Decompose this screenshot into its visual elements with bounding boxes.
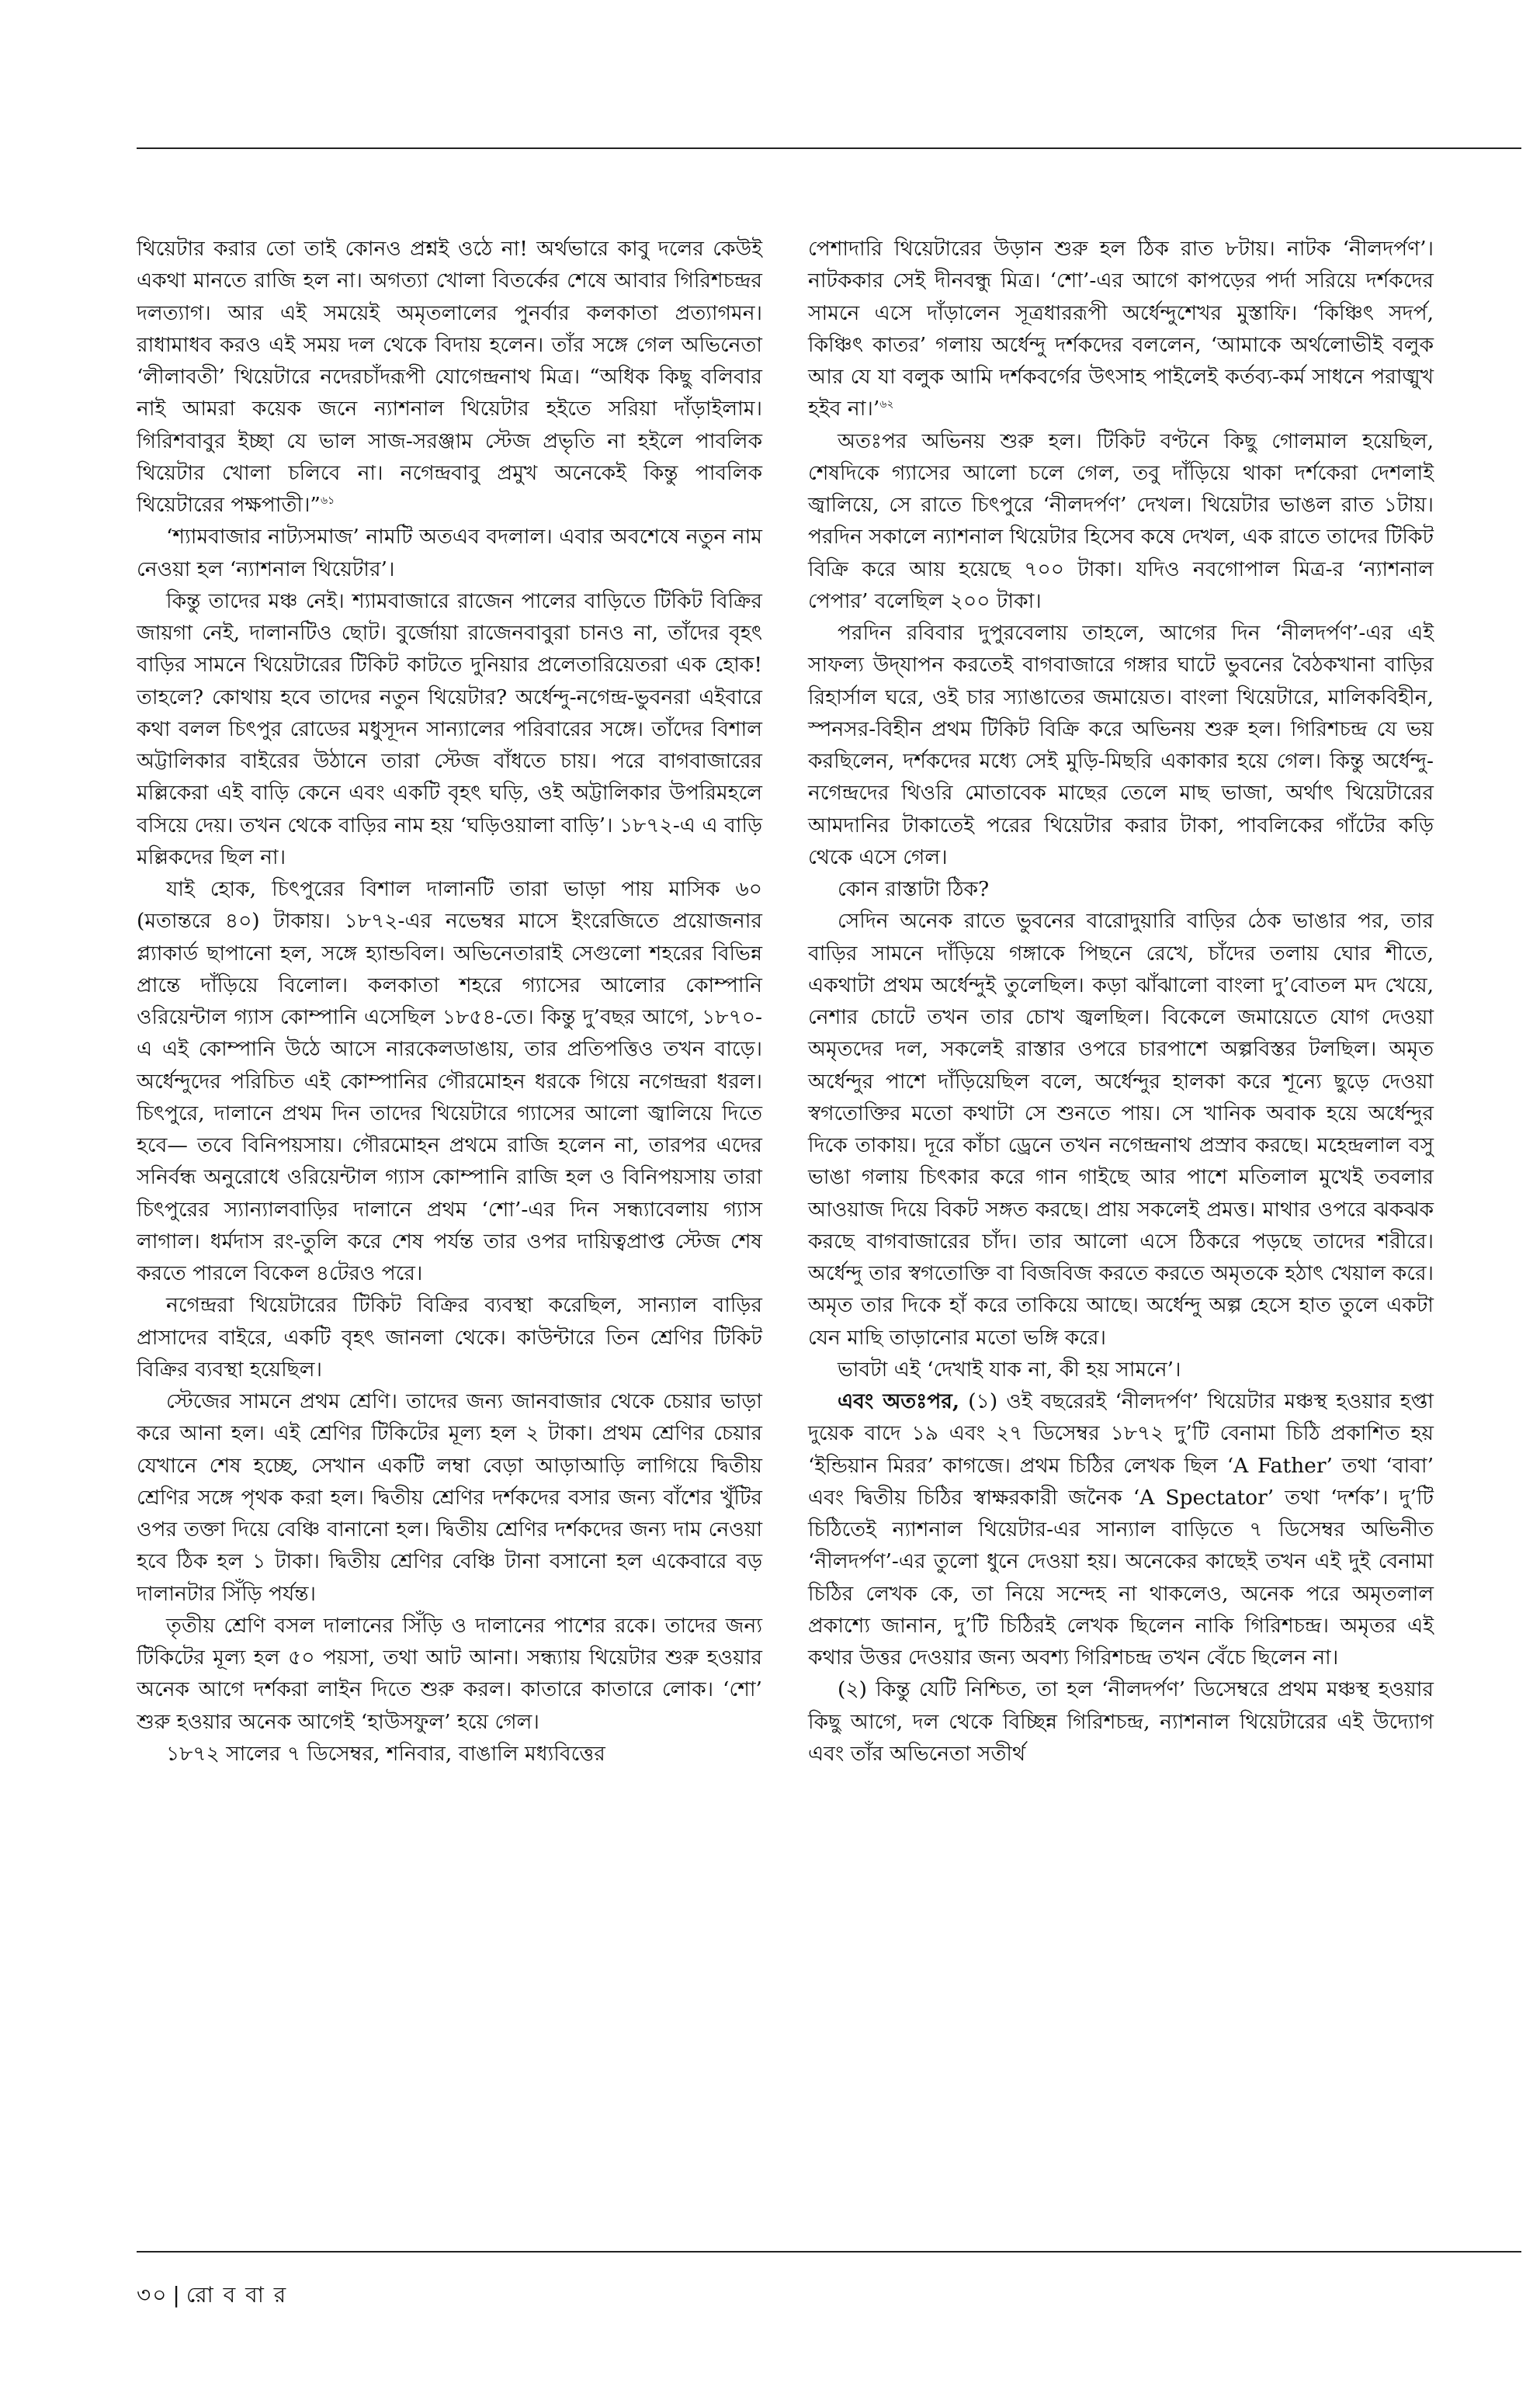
paragraph: ভাবটা এই ‘দেখাই যাক না, কী হয় সামনে’। xyxy=(838,1357,1181,1382)
bottom-rule xyxy=(137,2251,1521,2253)
paragraph: অতঃপর অভিনয় শুরু হল। টিকিট বণ্টনে কিছু গোলমাল হয়েছিল, শেষদিকে গ্যাসের আলো চলে গেল, তবু দাঁড়িয়ে থাকা দর্শকেরা দেশলাই জ্বালিয়ে, সে রাতে চিৎপুরে ‘নীলদর্পণ’ দেখল। থিয়েটার ভাঙল রাত ১টায়। পরদিন সকালে ন্যাশনাল থিয়েটার হিসেব কষে দেখল, এক রাতে তাদের টিকিট বিক্রি করে আয় হয়েছে ৭০০ টাকা। যদিও নবগোপাল মিত্র-র ‘ন্যাশনাল পেপার’ বলেছিল ২০০ টাকা। xyxy=(808,428,1434,613)
paragraph: তৃতীয় শ্রেণি বসল দালানের সিঁড়ি ও দালানের পাশের রকে। তাদের জন্য টিকিটের মূল্য হল ৫০ পয়সা, তথা আট আনা। সন্ধ্যায় থিয়েটার শুরু হওয়ার অনেক আগে দর্শকরা লাইন দিতে শুরু করল। কাতারে কাতারে লোক। ‘শো’ শুরু হওয়ার অনেক আগেই ‘হাউসফুল’ হয়ে গেল। xyxy=(137,1613,762,1734)
top-rule xyxy=(137,147,1521,149)
paragraph: কিন্তু তাদের মঞ্চ নেই। শ্যামবাজারে রাজেন পালের বাড়িতে টিকিট বিক্রির জায়গা নেই, দালানটিও ছোট। বুর্জোয়া রাজেনবাবুরা চানও না, তাঁদের বৃহৎ বাড়ির সামনে থিয়েটারের টিকিট কাটতে দুনিয়ার প্রলেতারিয়েতরা এক হোক! তাহলে? কোথায় হবে তাদের নতুন থিয়েটার? অর্ধেন্দু-নগেন্দ্র-ভুবনরা এইবারে কথা বলল চিৎপুর রোডের মধুসূদন সান্যালের পরিবারের সঙ্গে। তাঁদের বিশাল অট্টালিকার বাইরের উঠানে তারা স্টেজ বাঁধতে চায়। পরে বাগবাজারের মল্লিকেরা এই বাড়ি কেনে এবং একটি বৃহৎ ঘড়ি, ওই অট্টালিকার উপরিমহলে বসিয়ে দেয়। তখন থেকে বাড়ির নাম হয় ‘ঘড়িওয়ালা বাড়ি’। ১৮৭২-এ এ বাড়ি মল্লিকদের ছিল না। xyxy=(137,588,762,869)
paragraph: পরদিন রবিবার দুপুরবেলায় তাহলে, আগের দিন ‘নীলদর্পণ’-এর এই সাফল্য উদ্‌যাপন করতেই বাগবাজারে গঙ্গার ঘাটে ভুবনের বৈঠকখানা বাড়ির রিহার্সাল ঘরে, ওই চার স্যাঙাতের জমায়েত। বাংলা থিয়েটারে, মালিকবিহীন, স্পনসর-বিহীন প্রথম টিকিট বিক্রি করে অভিনয় শুরু হল। গিরিশচন্দ্র যে ভয় করছিলেন, দর্শকদের মধ্যে সেই মুড়ি-মিছরি একাকার হয়ে গেল। কিন্তু অর্ধেন্দু-নগেন্দ্রদের থিওরি মোতাবেক মাছের তেলে মাছ ভাজা, অর্থাৎ থিয়েটারের আমদানির টাকাতেই পরের থিয়েটার করার টাকা, পাবলিকের গাঁটের কড়ি থেকে এসে গেল। xyxy=(808,621,1434,869)
paragraph: যাই হোক, চিৎপুরের বিশাল দালানটি তারা ভাড়া পায় মাসিক ৬০ (মতান্তরে ৪০) টাকায়। ১৮৭২-এর নভেম্বর মাসে ইংরেজিতে প্রয়োজনার প্ল্যাকার্ড ছাপানো হল, সঙ্গে হ্যান্ডবিল। অভিনেতারাই সেগুলো শহরের বিভিন্ন প্রান্তে দাঁড়িয়ে বিলোল। কলকাতা শহরে গ্যাসের আলোর কোম্পানি ওরিয়েন্টাল গ্যাস কোম্পানি এসেছিল ১৮৫৪-তে। কিন্তু দু’বছর আগে, ১৮৭০-এ এই কোম্পানি উঠে আসে নারকেলডাঙায়, তার প্রতিপত্তিও তখন বাড়ে। অর্ধেন্দুদের পরিচিত এই কোম্পানির গৌরমোহন ধরকে গিয়ে নগেন্দ্ররা ধরল। চিৎপুরে, দালানে প্রথম দিন তাদের থিয়েটারে গ্যাসের আলো জ্বালিয়ে দিতে হবে— তবে বিনিপয়সায়। গৌরমোহন প্রথমে রাজি হলেন না, তারপর এদের সনির্বন্ধ অনুরোধে ওরিয়েন্টাল গ্যাস কোম্পানি রাজি হল ও বিনিপয়সায় তারা চিৎপুরের স্যান্যালবাড়ির দালানে প্রথম ‘শো’-এর দিন সন্ধ্যাবেলায় গ্যাস লাগাল। ধর্মদাস রং-তুলি করে শেষ পর্যন্ত তার ওপর দায়িত্বপ্রাপ্ত স্টেজ শেষ করতে পারলে বিকেল ৪টেরও পরে। xyxy=(137,877,762,1285)
paragraph: (২) কিন্তু যেটি নিশ্চিত, তা হল ‘নীলদর্পণ’ ডিসেম্বরে প্রথম মঞ্চস্থ হওয়ার কিছু আগে, দল থেকে বিচ্ছিন্ন গিরিশচন্দ্র, ন্যাশনাল থিয়েটারের এই উদ্যোগ এবং তাঁর অভিনেতা সতীর্থ xyxy=(808,1677,1434,1766)
right-column xyxy=(808,233,1434,1770)
paragraph: স্টেজের সামনে প্রথম শ্রেণি। তাদের জন্য জানবাজার থেকে চেয়ার ভাড়া করে আনা হল। এই শ্রেণির টিকিটের মূল্য হল ২ টাকা। প্রথম শ্রেণির চেয়ার যেখানে শেষ হচ্ছে, সেখান একটি লম্বা বেড়া আড়াআড়ি লাগিয়ে দ্বিতীয় শ্রেণির সঙ্গে পৃথক করা হল। দ্বিতীয় শ্রেণির দর্শকদের বসার জন্য বাঁশের খুঁটির ওপর তক্তা দিয়ে বেঞ্চি বানানো হল। দ্বিতীয় শ্রেণির দর্শকদের জন্য দাম নেওয়া হবে ঠিক হল ১ টাকা। দ্বিতীয় শ্রেণির বেঞ্চি টানা বসানো হল একেবারে বড় দালানটার সিঁড়ি পর্যন্ত। xyxy=(137,1389,762,1606)
paragraph: সেদিন অনেক রাতে ভুবনের বারোদুয়ারি বাড়ির ঠেক ভাঙার পর, তার বাড়ির সামনে দাঁড়িয়ে গঙ্গাকে পিছনে রেখে, চাঁদের তলায় ঘোর শীতে, একথাটা প্রথম অর্ধেন্দুই তুলেছিল। কড়া ঝাঁঝালো বাংলা দু’বোতল মদ খেয়ে, নেশার চোটে তখন তার চোখ জ্বলছিল। বিকেলে জমায়েতে যোগ দেওয়া অমৃতদের দল, সকলেই রাস্তার ওপরে চারপাশে অল্পবিস্তর টলছিল। অমৃত অর্ধেন্দুর পাশে দাঁড়িয়েছিল বলে, অর্ধেন্দুর হালকা করে শূন্যে ছুড়ে দেওয়া স্বগতোক্তির মতো কথাটা সে শুনতে পায়। সে খানিক অবাক হয়ে অর্ধেন্দুর দিকে তাকায়। দূরে কাঁচা ড্রেনে তখন নগেন্দ্রনাথ প্রস্রাব করছে। মহেন্দ্রলাল বসু ভাঙা গলায় চিৎকার করে গান গাইছে আর পাশে মতিলাল মুখেই তবলার আওয়াজ দিয়ে বিকট সঙ্গত করছে। প্রায় সকলেই প্রমত্ত। মাথার ওপরে ঝকঝক করছে বাগবাজারের চাঁদ। তার আলো এসে ঠিকরে পড়ছে তাদের শরীরে। অর্ধেন্দু তার স্বগতোক্তি বা বিজবিজ করতে করতে অমৃতকে হঠাৎ খেয়াল করে। অমৃত তার দিকে হাঁ করে তাকিয়ে আছে। অর্ধেন্দু অল্প হেসে হাত তুলে একটা যেন মাছি তাড়ানোর মতো ভঙ্গি করে। xyxy=(808,909,1434,1350)
left-column xyxy=(137,233,762,1770)
page-footer xyxy=(137,2278,287,2315)
footnote-marker: ৬১ xyxy=(320,494,335,508)
footer-separator: | xyxy=(172,2282,182,2308)
paragraph: ‘শ্যামবাজার নাট্যসমাজ’ নামটি অতএব বদলাল। এবার অবশেষে নতুন নাম নেওয়া হল ‘ন্যাশনাল থিয়েটার’। xyxy=(137,525,762,581)
section-lead: এবং অতঃপর, xyxy=(838,1389,960,1413)
page-number: ৩০ xyxy=(137,2282,168,2308)
footnote-marker: ৬২ xyxy=(879,398,894,411)
paragraph: পেশাদারি থিয়েটারের উড়ান শুরু হল ঠিক রাত ৮টায়। নাটক ‘নীলদর্পণ’। নাটককার সেই দীনবন্ধু মিত্র। ‘শো’-এর আগে কাপড়ের পর্দা সরিয়ে দর্শকদের সামনে এসে দাঁড়ালেন সূত্রধাররূপী অর্ধেন্দুশেখর মুস্তাফি। ‘কিঞ্চিৎ সদর্প, কিঞ্চিৎ কাতর’ গলায় অর্ধেন্দু দর্শকদের বললেন, ‘আমাকে অর্থলোভীই বলুক আর যে যা বলুক আমি দর্শকবর্গের উৎসাহ পাইলেই কর্তব্য-কর্ম সাধনে পরাঙ্মুখ হইব না।’$^{৬২}$ xyxy=(808,237,1434,421)
paragraph: কোন রাস্তাটা ঠিক? xyxy=(838,877,990,901)
paragraph: ১৮৭২ সালের ৭ ডিসেম্বর, শনিবার, বাঙালি মধ্যবিত্তের xyxy=(166,1741,605,1766)
paragraph: নগেন্দ্ররা থিয়েটারের টিকিট বিক্রির ব্যবস্থা করেছিল, সান্যাল বাড়ির প্রাসাদের বাইরে, একটি বৃহৎ জানলা থেকে। কাউন্টারে তিন শ্রেণির টিকিট বিক্রির ব্যবস্থা হয়েছিল। xyxy=(137,1293,762,1382)
paragraph: থিয়েটার করার তো তাই কোনও প্রশ্নই ওঠে না! অর্থভারে কাবু দলের কেউই একথা মানতে রাজি হল না। অগত্যা খোলা বিতর্কের শেষে আবার গিরিশচন্দ্রর দলত্যাগ। আর এই সময়েই অমৃতলালের পুনর্বার কলকাতা প্রত্যাগমন। রাধামাধব করও এই সময় দল থেকে বিদায় হলেন। তাঁর সঙ্গে গেল অভিনেতা ‘লীলাবতী’ থিয়েটারে নদেরচাঁদরূপী যোগেন্দ্রনাথ মিত্র। “অধিক কিছু বলিবার নাই আমরা কয়েক জনে ন্যাশনাল থিয়েটার হইতে সরিয়া দাঁড়াইলাম। গিরিশবাবুর ইচ্ছা যে ভাল সাজ-সরঞ্জাম স্টেজ প্রভৃতি না হইলে পাবলিক থিয়েটার খোলা চলিবে না। নগেন্দ্রবাবু প্রমুখ অনেকেই কিন্তু পাবলিক থিয়েটারের পক্ষপাতী।”$^{৬১}$ xyxy=(137,237,762,517)
paragraph: এবং অতঃপর, (১) ওই বছরেরই ‘নীলদর্পণ’ থিয়েটার মঞ্চস্থ হওয়ার হপ্তা দুয়েক বাদে ১৯ এবং ২৭ ডিসেম্বর ১৮৭২ দু’টি বেনামা চিঠি প্রকাশিত হয় ‘ইন্ডিয়ান মিরর’ কাগজে। প্রথম চিঠির লেখক ছিল ‘A Father’ তথা ‘বাবা’ এবং দ্বিতীয় চিঠির স্বাক্ষরকারী জনৈক ‘A Spectator’ তথা ‘দর্শক’। দু’টি চিঠিতেই ন্যাশনাল থিয়েটার-এর সান্যাল বাড়িতে ৭ ডিসেম্বর অভিনীত ‘নীলদর্পণ’-এর তুলো ধুনে দেওয়া হয়। অনেকের কাছেই তখন এই দুই বেনামা চিঠির লেখক কে, তা নিয়ে সন্দেহ না থাকলেও, অনেক পরে অমৃতলাল প্রকাশ্যে জানান, দু’টি চিঠিরই লেখক ছিলেন নাকি গিরিশচন্দ্র। অমৃতর এই কথার উত্তর দেওয়ার জন্য অবশ্য গিরিশচন্দ্র তখন বেঁচে ছিলেন না। xyxy=(808,1389,1434,1670)
magazine-name: রো ব বা র xyxy=(186,2282,288,2308)
